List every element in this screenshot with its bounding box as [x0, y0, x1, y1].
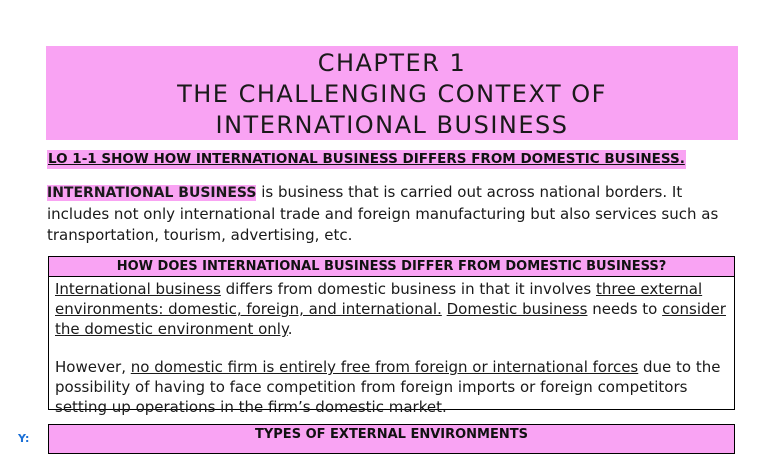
text-segment: consider the domestic environment only [55, 300, 726, 338]
paragraph-gap [55, 339, 728, 357]
text-segment: . [287, 320, 293, 338]
text-segment: needs to [587, 300, 663, 318]
environment-types-box-header: TYPES OF EXTERNAL ENVIRONMENTS [48, 424, 735, 454]
chapter-title-box [46, 46, 738, 140]
difference-paragraph-2 [55, 357, 728, 417]
text-segment: International business [55, 280, 221, 298]
difference-box-body [49, 277, 734, 417]
corner-mark: Y: [18, 432, 30, 445]
text-segment: due to the possibility of having to face competition from foreign imports or foreign competitors setting up operations in the firm’s domestic market. [55, 358, 721, 416]
difference-paragraph-1 [55, 279, 728, 339]
learning-objective: LO 1-1 SHOW HOW INTERNATIONAL BUSINESS DIFFERS FROM DOMESTIC BUSINESS. [48, 151, 685, 167]
definition-paragraph [47, 182, 737, 246]
definition-term: INTERNATIONAL BUSINESS [47, 185, 257, 201]
chapter-number: CHAPTER 1 [317, 49, 467, 77]
difference-box-header: HOW DOES INTERNATIONAL BUSINESS DIFFER FROM DOMESTIC BUSINESS? [49, 257, 734, 277]
text-segment: three external environments: domestic, foreign, and international. [55, 280, 703, 318]
text-segment: differs from domestic business in that it involves [220, 280, 596, 298]
text-segment: Domestic business [446, 300, 588, 318]
chapter-title-line-2: INTERNATIONAL BUSINESS [215, 111, 569, 139]
difference-box [48, 256, 735, 416]
text-segment: However, [55, 358, 131, 376]
definition-text: is business that is carried out across national borders. It includes not only international trade and foreign manufacturing but also services such as transportation, tourism, advertising, etc. [47, 183, 719, 244]
text-segment: no domestic firm is entirely free from foreign or international forces [130, 358, 639, 376]
chapter-title-line-1: THE CHALLENGING CONTEXT OF [177, 80, 607, 108]
